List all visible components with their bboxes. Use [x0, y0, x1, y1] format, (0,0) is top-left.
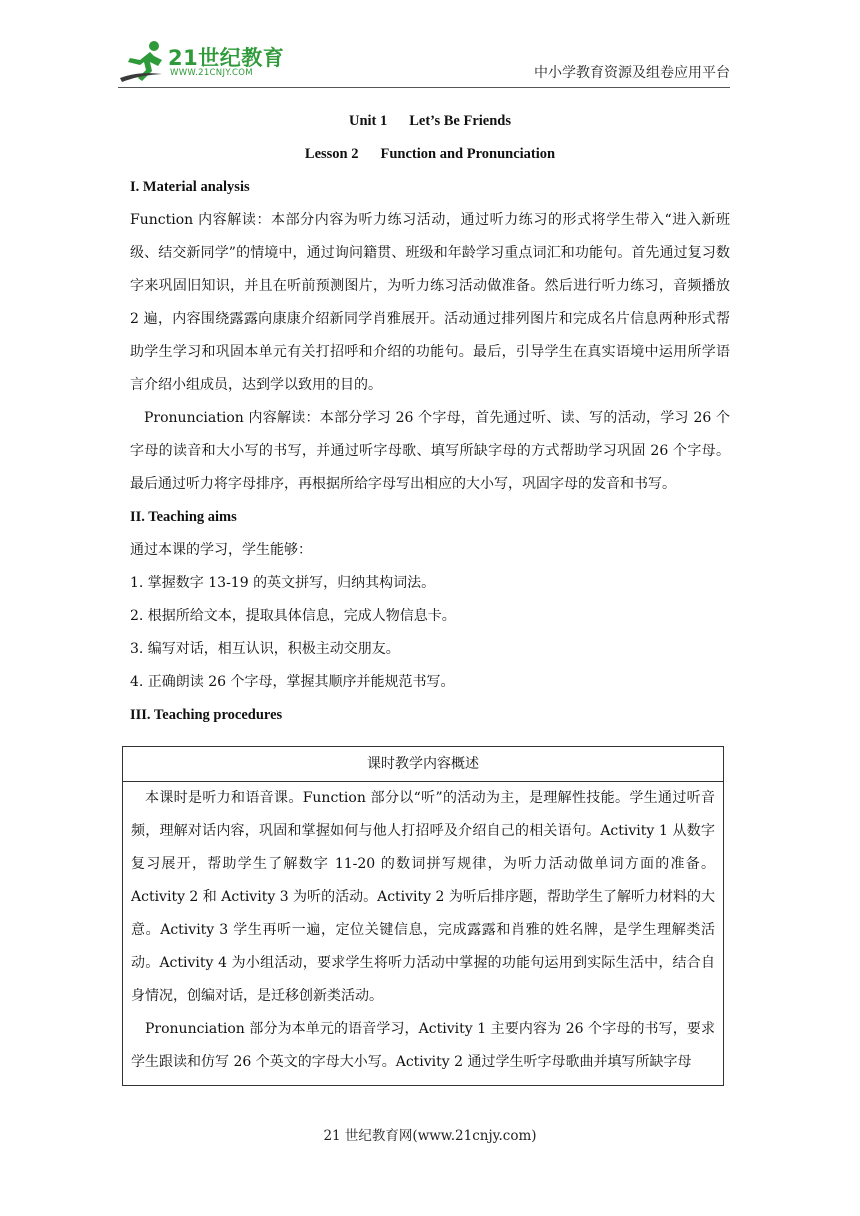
lesson-name: Function and Pronunciation: [380, 146, 556, 162]
page-footer: 21 世纪教育网(www.21cnjy.com): [323, 1128, 537, 1144]
aims-intro: 通过本课的学习，学生能够：: [130, 542, 312, 558]
section-heading-aims: II. Teaching aims: [130, 509, 237, 525]
unit-title: [130, 105, 730, 138]
header-divider: [118, 87, 730, 88]
platform-name: 中小学教育资源及组卷应用平台: [534, 65, 730, 81]
pronunciation-analysis-paragraph: Pronunciation 内容解读：本部分学习 26 个字母，首先通过听、读、写的活动，学习 26 个字母的读音和大小写的书写，并通过听字母歌、填写所缺字母的方式帮助学习巩固 26 个字母。最后通过听力将字母排序，再根据所给字母写出相应的大小写，巩固字母的发音和书写。: [130, 410, 730, 492]
aim-item: 4. 正确朗读 26 个字母，掌握其顺序并能规范书写。: [130, 674, 455, 690]
runner-logo-icon: [118, 38, 170, 84]
aim-item: 3. 编写对话，相互认识，积极主动交朋友。: [130, 641, 400, 657]
logo-text: 21世纪教育: [168, 46, 285, 70]
aim-item: 1. 掌握数字 13-19 的英文拼写，归纳其构词法。: [130, 575, 436, 591]
unit-number: Unit 1: [348, 113, 388, 129]
function-analysis-paragraph: Function 内容解读：本部分内容为听力练习活动，通过听力练习的形式将学生带入“进入新班级、结交新同学”的情境中，通过询问籍贯、班级和年龄学习重点词汇和功能句。首先通过复习数字来巩固旧知识，并且在听前预测图片，为听力练习活动做准备。然后进行听力练习，音频播放 2 遍，内容围绕露露向康康介绍新同学肖雅展开。活动通过排列图片和完成名片信息两种形式帮助学生学习和巩固本单元有关打招呼和介绍的功能句。最后，引导学生在真实语境中运用所学语言介绍小组成员，达到学以致用的目的。: [130, 212, 730, 393]
lesson-title: [130, 138, 730, 171]
table-paragraph-function: 本课时是听力和语音课。Function 部分以“听”的活动为主，是理解性技能。学生通过听音频，理解对话内容，巩固和掌握如何与他人打招呼及介绍自己的相关语句。Activity 1 从数字复习展开，帮助学生了解数字 11-20 的数词拼写规律，为听力活动做单词方面的准备。Activity 2 和 Activity 3 为听的活动。Activity 2 为听后排序题，帮助学生了解听力材料的大意。Activity 3 学生再听一遍，定位关键信息，完成露露和肖雅的姓名牌，是学生理解类活动。Activity 4 为小组活动，要求学生将听力活动中掌握的功能句运用到实际生活中，结合自身情况，创编对话，是迁移创新类活动。: [131, 790, 715, 1004]
section-heading-procedures: III. Teaching procedures: [130, 707, 283, 723]
page-header: [0, 0, 860, 95]
table-paragraph-pronunciation: Pronunciation 部分为本单元的语音学习，Activity 1 主要内容为 26 个字母的书写，要求学生跟读和仿写 26 个英文的字母大小写。Activity 2 通过学生听字母歌曲并填写所缺字母: [131, 1021, 715, 1070]
section-heading-material: I. Material analysis: [130, 179, 250, 195]
logo-url: WWW.21CNJY.COM: [170, 68, 253, 78]
lesson-number: Lesson 2: [304, 146, 359, 162]
table-content-cell: [123, 782, 723, 1079]
procedures-table: [122, 746, 724, 1086]
unit-name: Let’s Be Friends: [409, 113, 512, 129]
table-header-cell: 课时教学内容概述: [123, 747, 723, 782]
document-body: [130, 105, 730, 732]
aim-item: 2. 根据所给文本，提取具体信息，完成人物信息卡。: [130, 608, 456, 624]
site-logo[interactable]: [118, 38, 288, 84]
